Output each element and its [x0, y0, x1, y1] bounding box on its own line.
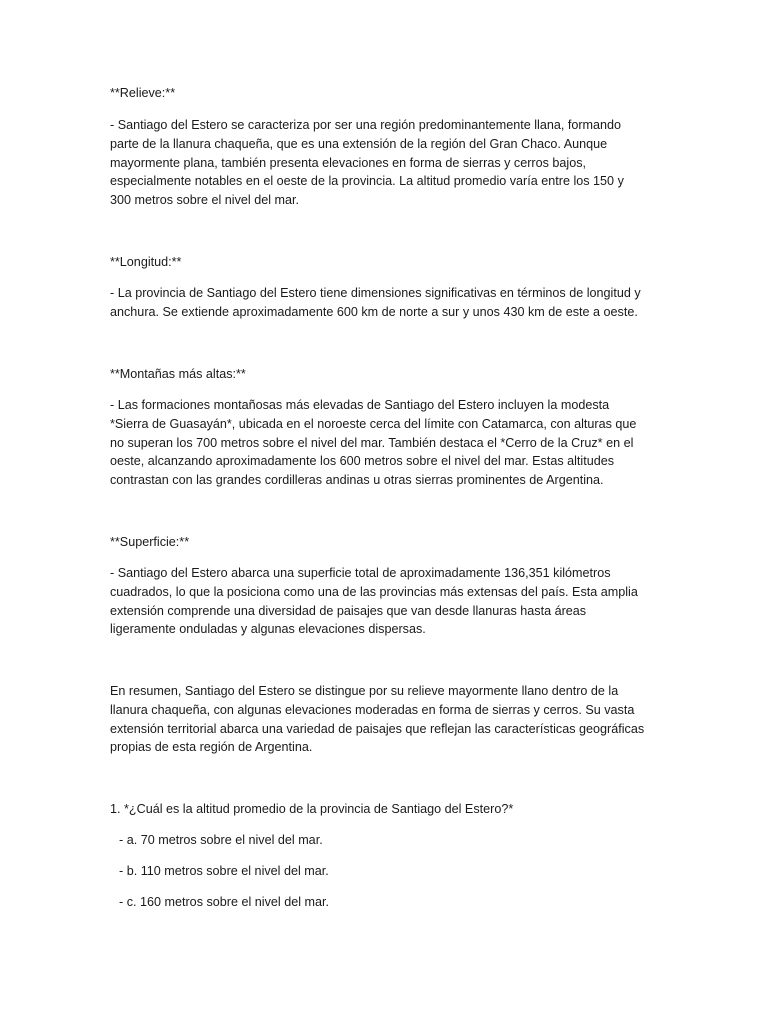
paragraph-line: *Sierra de Guasayán*, ubicada en el noroeste cerca del límite con Catamarca, con alturas que — [110, 416, 637, 431]
paragraph-line: - Santiago del Estero se caracteriza por ser una región predominantemente llana, formando — [110, 118, 622, 132]
section-heading-montanas: **Montañas más altas:** — [110, 367, 246, 381]
paragraph-line: En resumen, Santiago del Estero se distingue por su relieve mayormente llano dentro de la — [110, 684, 619, 698]
section-heading-longitud: **Longitud:** — [110, 255, 182, 269]
section-body-montanas — [110, 396, 670, 490]
paragraph-line: ligeramente onduladas y algunas elevaciones dispersas. — [110, 622, 426, 637]
paragraph-line: especialmente notables en el oeste de la provincia. La altitud promedio varía entre los 150 y — [110, 174, 624, 189]
paragraph-line: - La provincia de Santiago del Estero tiene dimensiones significativas en términos de longitud y — [110, 286, 641, 300]
paragraph-line: cuadrados, lo que la posiciona como una de las provincias más extensas del país. Esta amplia — [110, 584, 638, 599]
section-heading-relieve: **Relieve:** — [110, 86, 176, 100]
answer-option-a: - a. 70 metros sobre el nivel del mar. — [119, 833, 323, 847]
section-body-superficie — [110, 564, 670, 639]
paragraph-line: extensión comprende una diversidad de paisajes que van desde llanuras hasta áreas — [110, 603, 587, 618]
paragraph-line: propias de esta región de Argentina. — [110, 740, 313, 755]
paragraph-line: extensión territorial abarca una variedad de paisajes que reflejan las características geográficas — [110, 721, 645, 736]
section-body-longitud — [110, 284, 670, 322]
paragraph-line: - Santiago del Estero abarca una superficie total de aproximadamente 136,351 kilómetros — [110, 566, 611, 580]
answer-option-b: - b. 110 metros sobre el nivel del mar. — [119, 864, 329, 878]
paragraph-line: contrastan con las grandes cordilleras andinas u otras sierras prominentes de Argentina. — [110, 473, 604, 488]
summary-paragraph — [110, 682, 670, 757]
paragraph-line: - Las formaciones montañosas más elevadas de Santiago del Estero incluyen la modesta — [110, 398, 610, 412]
paragraph-line: oeste, alcanzando aproximadamente los 600 metros sobre el nivel del mar. Estas altitudes — [110, 454, 615, 469]
paragraph-line: anchura. Se extiende aproximadamente 600 km de norte a sur y unos 430 km de este a oeste. — [110, 304, 638, 319]
section-body-relieve — [110, 116, 670, 210]
paragraph-line: 300 metros sobre el nivel del mar. — [110, 193, 299, 208]
section-heading-superficie: **Superficie:** — [110, 535, 190, 549]
paragraph-line: no superan los 700 metros sobre el nivel del mar. También destaca el *Cerro de la Cruz* en el — [110, 435, 634, 450]
paragraph-line: llanura chaqueña, con algunas elevaciones moderadas en forma de sierras y cerros. Su vasta — [110, 702, 635, 717]
paragraph-line: mayormente plana, también presenta elevaciones en forma de sierras y cerros bajos, — [110, 155, 587, 170]
answer-option-c: - c. 160 metros sobre el nivel del mar. — [119, 895, 329, 909]
paragraph-line: parte de la llanura chaqueña, que es una extensión de la región del Gran Chaco. Aunque — [110, 136, 608, 151]
question-text: 1. *¿Cuál es la altitud promedio de la provincia de Santiago del Estero?* — [110, 802, 514, 816]
